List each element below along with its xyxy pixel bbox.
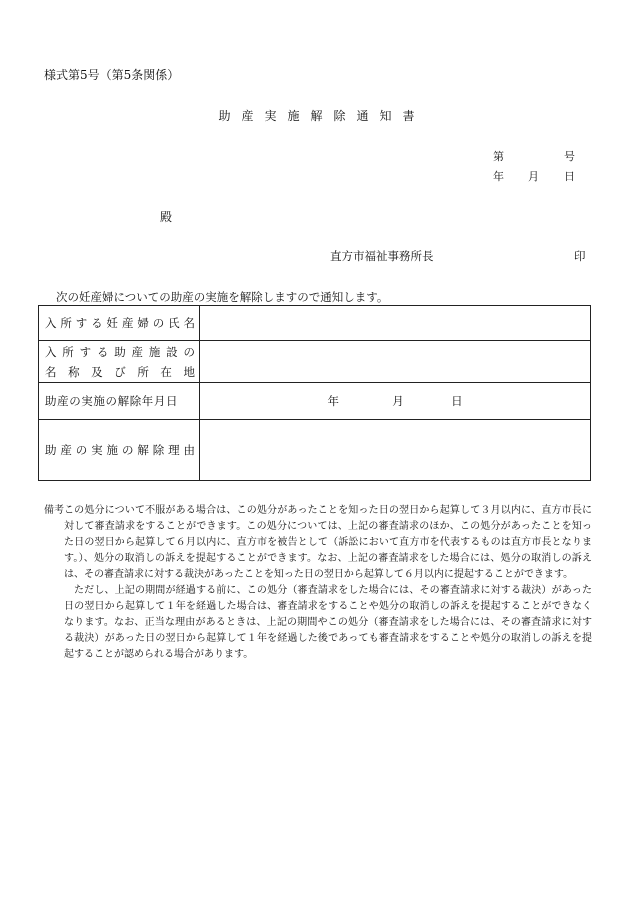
release-month-label: 月 [392,394,404,408]
label-text: 助産の実施の解除理由 [45,443,195,457]
remarks-tag: 備考 [44,505,64,516]
remarks-paragraph-2: ただし、上記の期間が経過する前に、この処分（審査請求をした場合には、その審査請求に対する裁決）があった日の翌日から起算して１年を経過した場合は、審査請求をすることや処分の取消しの訴えを提起することができなくなります。なお、正当な理由があるときは、上記の期間やこの処分（審査請求をした場合には、その審査請求に対する裁決）があった日の翌日から起算して１年を経過した後であっても審査請求をすることや処分の取消しの訴えを提起することが認められる場合があります。 [64,585,592,660]
remarks-paragraph-1: この処分について不服がある場合は、この処分があったことを知った日の翌日から起算して３月以内に、直方市長に対して審査請求をすることができます。この処分については、上記の審査請求のほか、この処分があったことを知った日の翌日から起算して６月以内に、直方市を被告として（訴訟において直方市を代表するものは直方市長となります。）、処分の取消しの訴えを提起することができます。なお、上記の審査請求をした場合には、処分の取消しの訴えは、その審査請求に対する裁決があったことを知った日の翌日から起算して６月以内に提起することができます。 [64,505,592,580]
release-day-label: 日 [451,394,463,408]
label-release-reason [39,420,200,481]
label-text: 助産の実施の解除年月日 [45,394,179,408]
date-year-label: 年 [493,170,504,183]
form-number: 様式第5号（第5条関係） [44,68,180,82]
document-title: 助産実施解除通知書 [218,109,426,123]
value-woman-name [200,306,591,341]
table-row [39,306,591,341]
label-text-line1: 入所する助産施設の [45,344,195,359]
label-woman-name [39,306,200,341]
date-day-label: 日 [564,170,575,183]
label-text-line2: 名称及び所在地 [45,364,195,379]
table-row [39,341,591,383]
table-row [39,383,591,420]
release-year-label: 年 [327,394,339,408]
number-suffix: 号 [564,150,575,163]
remarks-block [44,503,592,663]
table-row [39,420,591,481]
issuer-name: 直方市福祉事務所長 [330,249,434,263]
label-text: 入所する妊産婦の氏名 [45,316,195,330]
value-release-reason [200,420,591,481]
intro-text: 次の妊産婦についての助産の実施を解除しますので通知します。 [56,290,389,304]
seal-mark: 印 [574,249,586,263]
label-facility [39,341,200,383]
value-release-date [200,383,591,420]
addressee-honorific: 殿 [160,210,173,224]
date-month-label: 月 [528,170,539,183]
notice-table [38,305,591,481]
value-facility [200,341,591,383]
label-release-date [39,383,200,420]
number-prefix: 第 [493,150,504,163]
